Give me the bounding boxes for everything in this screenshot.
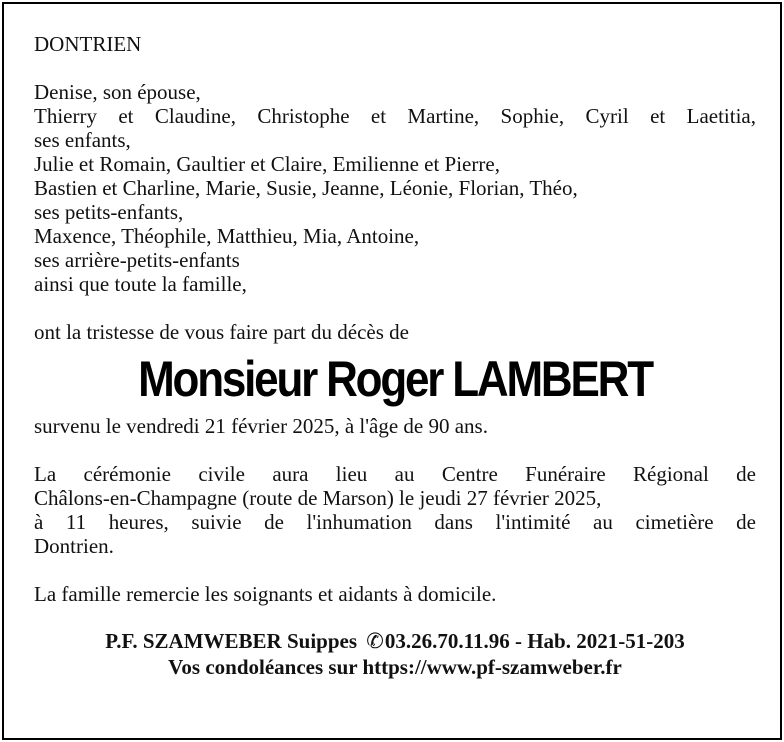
family-line: ses enfants, <box>34 128 131 152</box>
obituary-content <box>34 32 756 680</box>
phone-icon: ✆ <box>366 629 384 653</box>
condolences-link[interactable]: Vos condoléances sur https://www.pf-szamweber.fr <box>168 655 622 679</box>
family-line: ses petits-enfants, <box>34 200 184 224</box>
death-info: survenu le vendredi 21 février 2025, à l'âge de 90 ans. <box>34 414 488 438</box>
obituary-frame <box>2 2 782 740</box>
ceremony-line: Châlons-en-Champagne (route de Marson) le jeudi 27 février 2025, <box>34 486 602 510</box>
ceremony-paragraph <box>34 462 756 558</box>
family-line: ses arrière-petits-enfants <box>34 248 240 272</box>
deceased-name: Monsieur Roger LAMBERT <box>138 351 652 407</box>
family-line: ainsi que toute la famille, <box>34 272 247 296</box>
family-line: Thierry et Claudine, Christophe et Martine, Sophie, Cyril et Laetitia, <box>34 104 756 128</box>
family-line: Denise, son épouse, <box>34 80 201 104</box>
funeral-home-footer <box>34 628 756 680</box>
thanks-text: La famille remercie les soignants et aidants à domicile. <box>34 582 497 606</box>
family-line: Maxence, Théophile, Matthieu, Mia, Antoine, <box>34 224 420 248</box>
ceremony-line: à 11 heures, suivie de l'inhumation dans l'intimité au cimetière de <box>34 510 756 534</box>
announcement-text: ont la tristesse de vous faire part du décès de <box>34 320 409 344</box>
family-line: Bastien et Charline, Marie, Susie, Jeanne, Léonie, Florian, Théo, <box>34 176 578 200</box>
family-list <box>34 80 756 296</box>
phone-number: 03.26.70.11.96 - Hab. 2021-51-203 <box>384 629 685 653</box>
company-name: P.F. SZAMWEBER Suippes <box>105 629 357 653</box>
family-line: Julie et Romain, Gaultier et Claire, Emilienne et Pierre, <box>34 152 500 176</box>
ceremony-line: Dontrien. <box>34 534 114 558</box>
village-name: DONTRIEN <box>34 32 142 56</box>
ceremony-line: La cérémonie civile aura lieu au Centre Funéraire Régional de <box>34 462 756 486</box>
